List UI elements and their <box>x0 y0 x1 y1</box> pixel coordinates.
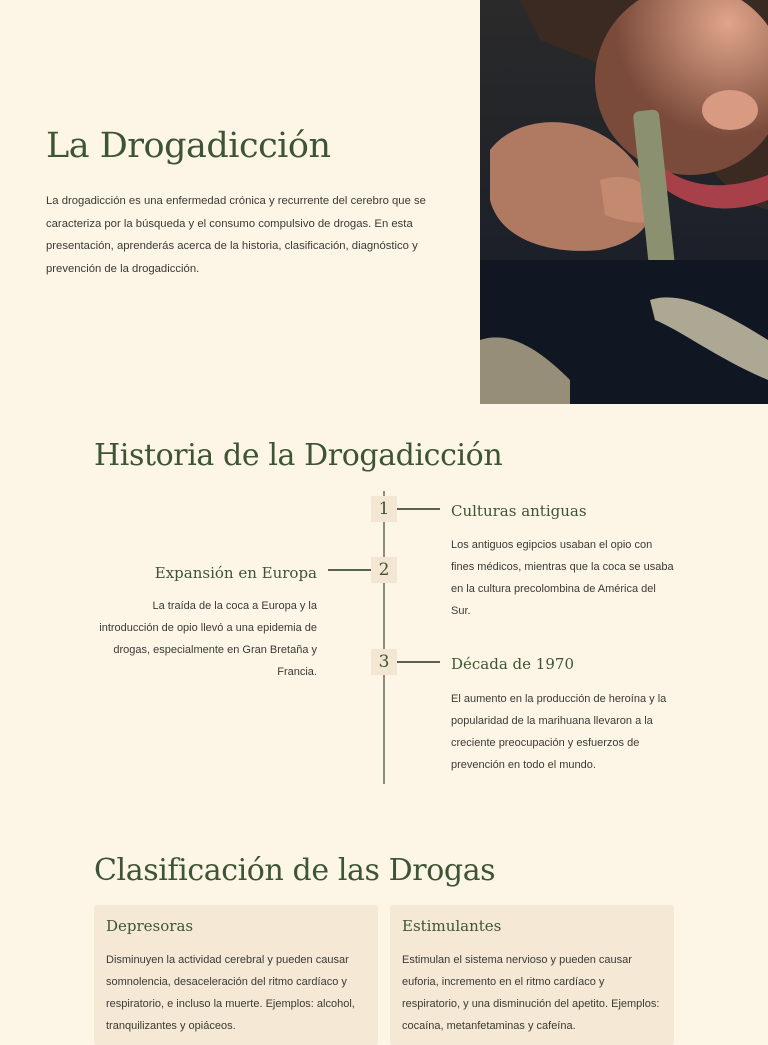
page-title: La Drogadicción <box>46 126 331 166</box>
timeline-marker-3: 3 <box>371 649 397 675</box>
classification-card-title: Depresoras <box>106 917 194 935</box>
timeline-marker-2: 2 <box>371 557 397 583</box>
timeline-heading-1: Culturas antiguas <box>451 502 587 520</box>
timeline-heading-2: Expansión en Europa <box>154 564 317 582</box>
timeline-text-3: El aumento en la producción de heroína y la popularidad de la marihuana llevaron a la creciente preocupación y esfuerzos de prevención en todo el mundo. <box>451 693 667 771</box>
timeline-marker-1: 1 <box>371 496 397 522</box>
classification-section-title: Clasificación de las Drogas <box>94 853 496 888</box>
timeline-connector-3 <box>397 661 440 663</box>
timeline-heading-3: Década de 1970 <box>451 655 574 673</box>
classification-card-estimulantes <box>390 905 674 1045</box>
classification-card-title: Estimulantes <box>402 917 502 935</box>
timeline-connector-2 <box>328 569 371 571</box>
intro-paragraph: La drogadicción es una enfermedad crónica y recurrente del cerebro que se caracteriza por la búsqueda y el consumo compulsivo de drogas. En esta presentación, aprenderás acerca de la historia, clasificación, diagnóstico y prevención de la drogadicción. <box>46 195 426 275</box>
classification-card-text: Disminuyen la actividad cerebral y pueden causar somnolencia, desaceleración del ritmo cardíaco y respiratorio, e incluso la muerte. Ejemplos: alcohol, tranquilizantes y opiáceos. <box>106 954 355 1032</box>
timeline-text-2: La traída de la coca a Europa y la introducción de opio llevó a una epidemia de drogas, especialmente en Gran Bretaña y Francia. <box>99 600 317 678</box>
timeline-connector-1 <box>397 508 440 510</box>
timeline-text-1: Los antiguos egipcios usaban el opio con fines médicos, mientras que la coca se usaba en la cultura precolombina de América del Sur. <box>451 539 674 617</box>
timeline-line <box>383 491 385 784</box>
history-section-title: Historia de la Drogadicción <box>94 438 503 473</box>
hero-photo <box>480 0 768 404</box>
classification-card-depresoras <box>94 905 378 1045</box>
classification-card-text: Estimulan el sistema nervioso y pueden causar euforia, incremento en el ritmo cardíaco y respiratorio, y una disminución del apetito. Ejemplos: cocaína, metanfetaminas y cafeína. <box>402 954 660 1032</box>
